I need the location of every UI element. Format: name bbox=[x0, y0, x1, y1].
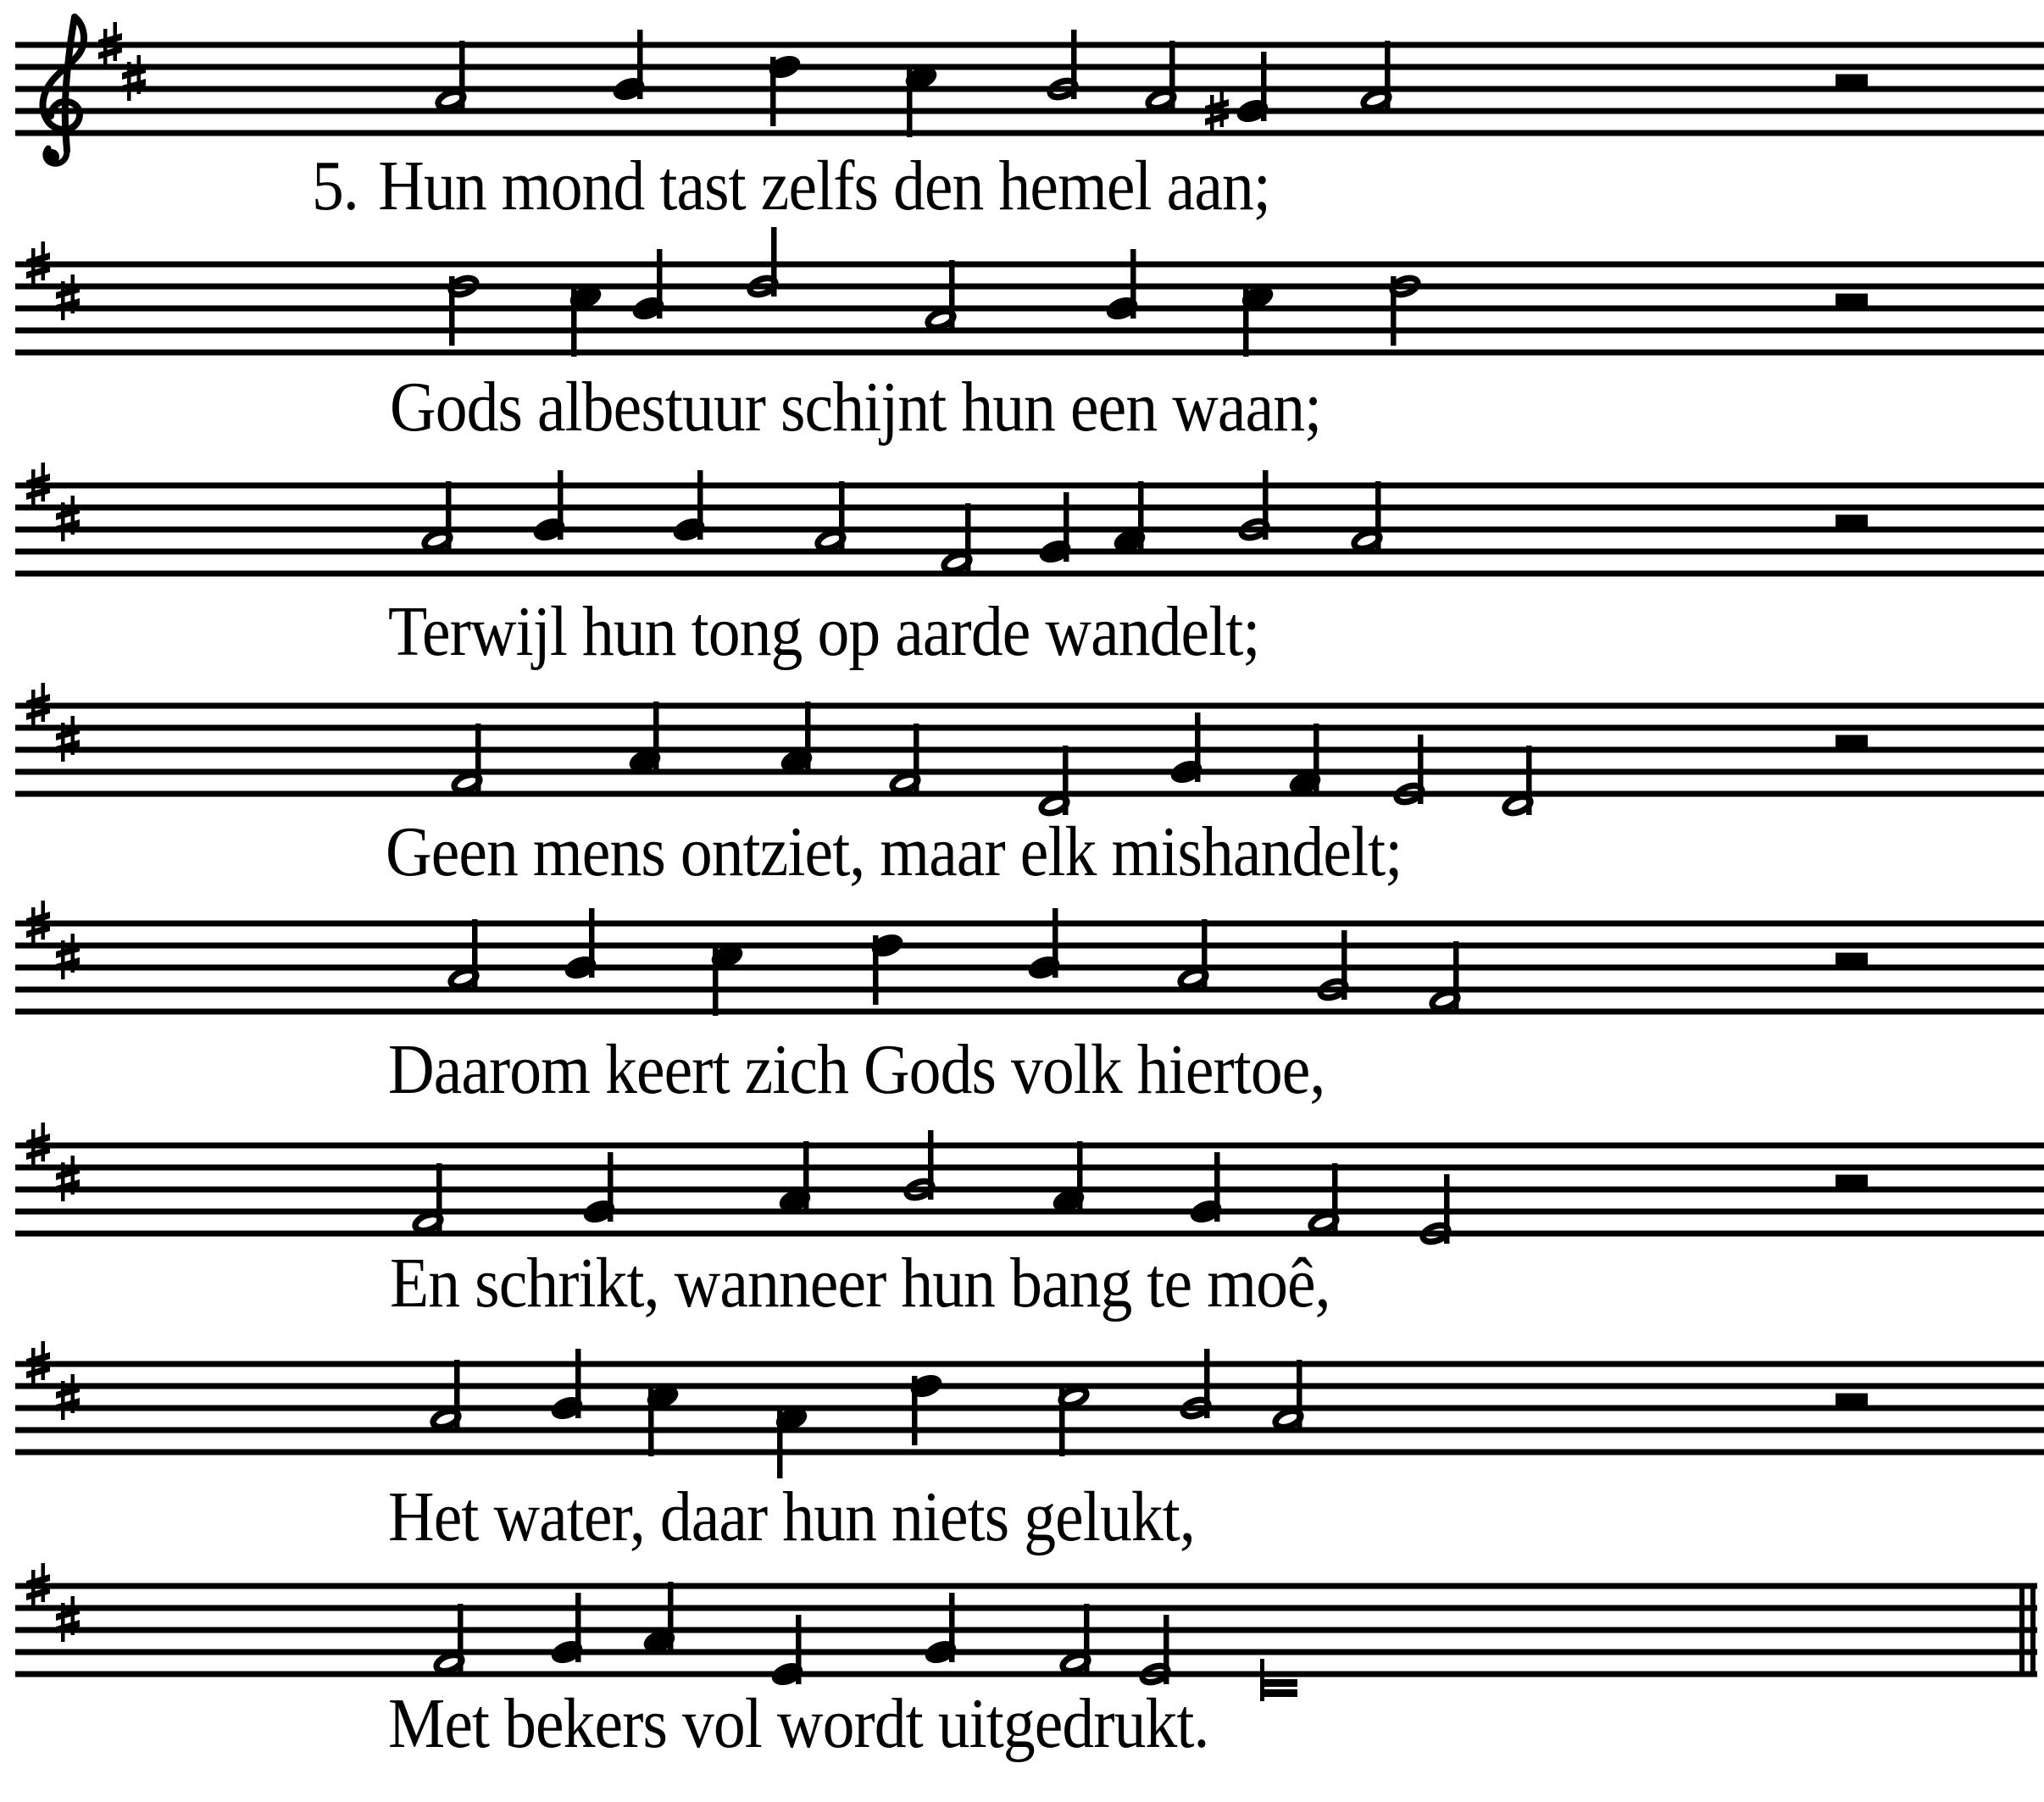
lyric-line-1 bbox=[312, 147, 1270, 225]
note-stem bbox=[446, 481, 452, 551]
staff-line bbox=[15, 306, 2044, 312]
note-stem bbox=[1169, 41, 1175, 110]
note-stem bbox=[1059, 1387, 1065, 1456]
key-signature-sharp-icon bbox=[61, 1162, 65, 1201]
verse-number: 5. bbox=[312, 147, 358, 225]
lyric-text: Terwijl hun tong op aarde wandelt; bbox=[388, 592, 1260, 671]
staff-line bbox=[15, 1165, 2044, 1171]
half-rest bbox=[1836, 515, 1868, 527]
key-signature-sharp-icon bbox=[61, 502, 65, 541]
note-stem bbox=[458, 1604, 464, 1673]
staff-line bbox=[15, 1231, 2044, 1237]
key-signature-sharp-icon bbox=[31, 907, 36, 946]
note-stem bbox=[1263, 470, 1269, 540]
final-breve-note bbox=[1260, 1689, 1297, 1697]
note-stem bbox=[1453, 941, 1459, 1011]
note-stem bbox=[1053, 908, 1058, 978]
staff-line bbox=[15, 921, 2044, 927]
half-rest bbox=[1836, 735, 1868, 747]
lyric-text: Daarom keert zich Gods volk hiertoe, bbox=[388, 1030, 1325, 1109]
staff-line bbox=[15, 943, 2044, 949]
staff-line bbox=[15, 350, 2044, 356]
key-signature-sharp-icon bbox=[31, 248, 36, 287]
staff-line bbox=[15, 1009, 2044, 1015]
final-barline bbox=[2030, 1583, 2036, 1677]
staff-line bbox=[15, 1650, 2037, 1655]
lyric-text: Gods albestuur schijnt hun een waan; bbox=[390, 368, 1322, 446]
staff-line bbox=[15, 1627, 2037, 1633]
lyric-text: Met bekers vol wordt uitgedrukt. bbox=[388, 1684, 1209, 1763]
half-rest bbox=[1836, 75, 1868, 86]
key-signature-sharp-icon bbox=[61, 1603, 65, 1642]
note-stem bbox=[1214, 1152, 1220, 1222]
note-stem bbox=[1204, 1349, 1210, 1418]
lyric-line-6 bbox=[390, 1244, 1330, 1322]
lyric-line-4 bbox=[386, 812, 1402, 891]
note-stem bbox=[1084, 1604, 1090, 1673]
note-stem bbox=[839, 481, 845, 551]
staff-line bbox=[15, 1428, 2044, 1433]
key-signature-sharp-icon bbox=[61, 1381, 65, 1420]
staff-line bbox=[15, 505, 2044, 511]
note-stem bbox=[1130, 249, 1136, 319]
staff-line bbox=[15, 42, 2044, 48]
note-stem bbox=[1071, 30, 1077, 99]
note-stem bbox=[873, 935, 879, 1005]
note-stem bbox=[1341, 930, 1347, 1000]
lyric-line-5 bbox=[388, 1030, 1325, 1109]
key-signature-sharp-icon bbox=[31, 1570, 36, 1609]
note-stem bbox=[965, 503, 971, 573]
lyric-text: En schrikt, wanneer hun bang te moê, bbox=[390, 1244, 1330, 1322]
note-stem bbox=[713, 946, 719, 1016]
note-stem bbox=[459, 41, 465, 110]
note-stem bbox=[608, 1152, 614, 1222]
note-stem bbox=[805, 701, 811, 771]
note-stem bbox=[1243, 287, 1249, 357]
note-stem bbox=[1332, 1163, 1338, 1233]
key-signature-sharp-icon bbox=[31, 1348, 36, 1387]
staff-line bbox=[15, 769, 2044, 775]
note-stem bbox=[777, 1409, 783, 1478]
note-stem bbox=[575, 1593, 581, 1662]
lyric-line-3 bbox=[388, 592, 1260, 671]
staff-line bbox=[15, 1209, 2044, 1215]
note-stem bbox=[1138, 481, 1144, 551]
final-barline bbox=[2019, 1583, 2025, 1677]
note-stem bbox=[1391, 276, 1397, 346]
lyric-line-2 bbox=[390, 368, 1322, 446]
note-stem bbox=[1444, 1174, 1450, 1244]
note-stem bbox=[1064, 492, 1069, 562]
note-stem bbox=[558, 470, 564, 540]
note-stem bbox=[637, 30, 643, 99]
note-stem bbox=[454, 1360, 460, 1429]
note-stem bbox=[653, 701, 659, 771]
note-stem bbox=[907, 68, 913, 137]
half-rest bbox=[1836, 294, 1868, 306]
note-stem bbox=[1195, 712, 1201, 782]
note-stem bbox=[475, 724, 481, 793]
note-stem bbox=[928, 1130, 934, 1200]
note-stem bbox=[1297, 1360, 1302, 1429]
lyric-line-7 bbox=[388, 1478, 1195, 1556]
staff-line bbox=[15, 108, 2044, 114]
staff-line bbox=[15, 987, 2044, 993]
note-stem bbox=[657, 249, 663, 319]
staff-line bbox=[15, 284, 2044, 290]
note-stem bbox=[914, 724, 919, 793]
staff-line bbox=[15, 725, 2044, 731]
key-signature-sharp-icon bbox=[61, 723, 65, 762]
final-breve-note bbox=[1260, 1679, 1297, 1687]
note-stem bbox=[796, 1615, 802, 1684]
staff-line bbox=[15, 571, 2044, 577]
note-stem bbox=[1063, 746, 1069, 815]
note-stem bbox=[771, 227, 777, 297]
note-stem bbox=[1077, 1141, 1083, 1211]
note-stem bbox=[436, 1163, 442, 1233]
note-stem bbox=[697, 470, 703, 540]
staff-line bbox=[15, 328, 2044, 334]
key-signature-sharp-icon bbox=[31, 469, 36, 508]
half-rest bbox=[1836, 953, 1868, 965]
half-rest bbox=[1836, 1394, 1868, 1406]
note-stem bbox=[912, 1376, 918, 1445]
key-signature-sharp-icon bbox=[31, 1129, 36, 1168]
staff-line bbox=[15, 703, 2044, 709]
note-stem bbox=[1314, 724, 1319, 793]
staff-line bbox=[15, 1361, 2044, 1367]
note-stem bbox=[1526, 746, 1532, 815]
key-signature-sharp-icon bbox=[103, 29, 108, 68]
note-stem bbox=[1385, 41, 1391, 110]
note-stem bbox=[589, 908, 595, 978]
staff-line bbox=[15, 1383, 2044, 1389]
note-stem bbox=[1375, 481, 1381, 551]
key-signature-sharp-icon bbox=[127, 62, 131, 101]
staff-line bbox=[15, 1450, 2044, 1455]
note-stem bbox=[1202, 919, 1208, 989]
staff-line bbox=[15, 1143, 2044, 1149]
staff-line bbox=[15, 1406, 2044, 1411]
note-stem bbox=[803, 1141, 809, 1211]
note-stem bbox=[472, 919, 478, 989]
staff-line bbox=[15, 791, 2044, 797]
note-stem bbox=[1261, 52, 1267, 121]
treble-clef-icon bbox=[44, 149, 59, 164]
note-stem bbox=[575, 1349, 581, 1418]
staff-line bbox=[15, 1187, 2044, 1193]
staff-line bbox=[15, 1583, 2037, 1589]
note-stem bbox=[648, 1387, 654, 1456]
staff-line bbox=[15, 483, 2044, 489]
key-signature-sharp-icon bbox=[61, 940, 65, 979]
staff-line bbox=[15, 1605, 2037, 1611]
staff-line bbox=[15, 64, 2044, 70]
staff-line bbox=[15, 1672, 2037, 1677]
lyric-text: Geen mens ontziet, maar elk mishandelt; bbox=[386, 812, 1402, 891]
note-stem bbox=[949, 1593, 955, 1662]
lyric-line-8 bbox=[388, 1684, 1209, 1763]
staff-line bbox=[15, 549, 2044, 555]
staff-line bbox=[15, 130, 2044, 136]
note-stem bbox=[668, 1582, 674, 1651]
note-stem bbox=[449, 276, 455, 346]
key-signature-sharp-icon bbox=[61, 281, 65, 320]
note-stem bbox=[770, 57, 776, 126]
staff-line bbox=[15, 527, 2044, 533]
note-stem bbox=[1164, 1615, 1169, 1684]
note-stem bbox=[1418, 735, 1424, 804]
key-signature-sharp-icon bbox=[31, 690, 36, 729]
lyric-text: Het water, daar hun niets gelukt, bbox=[388, 1478, 1195, 1556]
note-stem bbox=[571, 287, 577, 357]
half-rest bbox=[1836, 1175, 1868, 1187]
staff-line bbox=[15, 262, 2044, 268]
note-stem bbox=[949, 260, 955, 330]
staff-line bbox=[15, 747, 2044, 753]
staff-line bbox=[15, 86, 2044, 92]
accidental-sharp-icon bbox=[1210, 95, 1214, 134]
lyric-text: Hun mond tast zelfs den hemel aan; bbox=[378, 147, 1270, 225]
